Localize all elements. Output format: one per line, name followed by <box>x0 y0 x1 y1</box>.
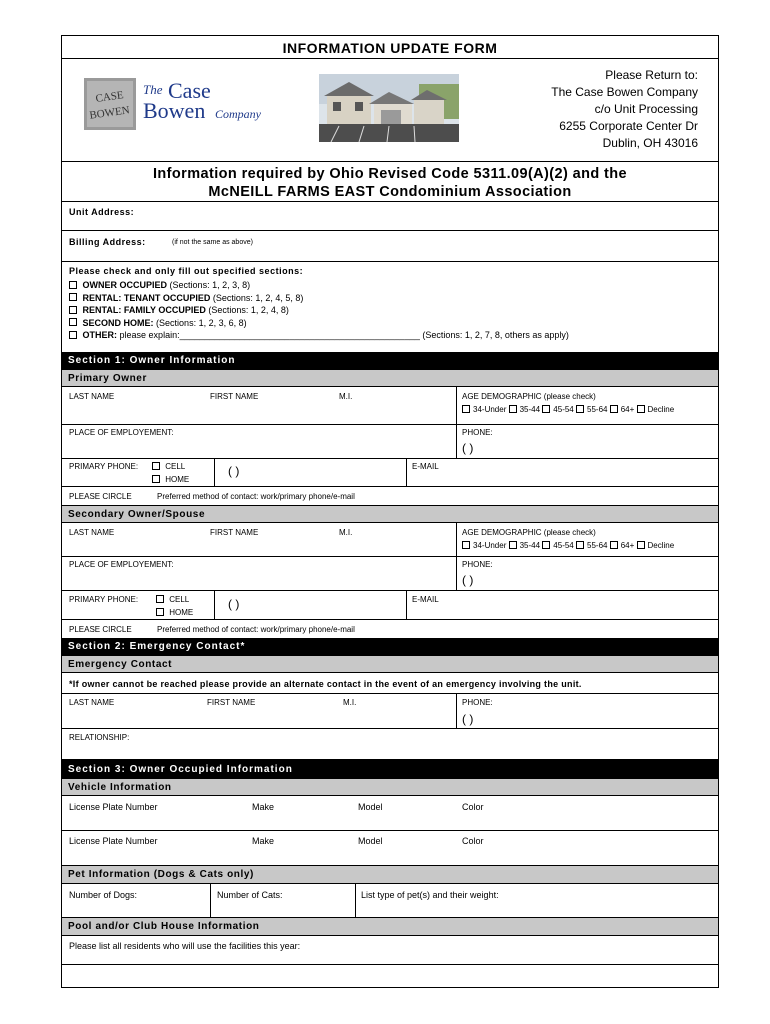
preferred-contact: Preferred method of contact: work/primary phone/e-mail <box>157 492 355 501</box>
emergency-contact-header: Emergency Contact <box>62 655 718 673</box>
age-demographic-label: AGE DEMOGRAPHIC (please check) <box>462 528 596 537</box>
model-label: Model <box>358 802 383 812</box>
cell-option[interactable]: CELL <box>152 462 185 471</box>
home-option[interactable]: HOME <box>152 475 189 484</box>
phone-field[interactable]: ( ) <box>462 712 474 726</box>
checkbox-icon[interactable] <box>576 541 584 549</box>
checkbox-icon[interactable] <box>156 608 164 616</box>
checkbox-icon[interactable] <box>69 331 77 339</box>
email-label: E-MAIL <box>412 595 439 604</box>
divider <box>62 693 718 694</box>
occupancy-options <box>69 279 569 342</box>
company-the: The <box>143 82 163 97</box>
company-bowen: Bowen <box>143 98 206 123</box>
divider <box>456 556 457 590</box>
color-label: Color <box>462 836 484 846</box>
divider <box>62 201 718 202</box>
checkbox-icon[interactable] <box>152 475 160 483</box>
first-name-label: FIRST NAME <box>210 392 259 401</box>
phone-label: PHONE: <box>462 560 493 569</box>
please-circle-label: PLEASE CIRCLE <box>69 625 132 634</box>
last-name-label: LAST NAME <box>69 528 115 537</box>
last-name-label: LAST NAME <box>69 392 115 401</box>
mi-label: M.I. <box>343 698 357 707</box>
divider <box>62 964 718 965</box>
divider <box>214 458 215 486</box>
age-options: 34-Under 35-44 45-54 55-64 64+ Decline <box>462 541 674 550</box>
association-heading: McNEILL FARMS EAST Condominium Association <box>208 184 572 200</box>
divider <box>456 523 457 556</box>
checkbox-icon[interactable] <box>576 405 584 413</box>
checkbox-icon[interactable] <box>69 306 77 314</box>
billing-note: (if not the same as above) <box>172 239 253 246</box>
cats-label: Number of Cats: <box>217 890 283 900</box>
phone-field[interactable]: ( ) <box>462 573 474 587</box>
return-address <box>551 67 698 152</box>
section1-header: Section 1: Owner Information <box>62 352 718 369</box>
svg-text:CASE: CASE <box>94 89 125 105</box>
divider <box>62 830 718 831</box>
checkbox-icon[interactable] <box>509 405 517 413</box>
return-line: The Case Bowen Company <box>551 85 698 99</box>
mi-label: M.I. <box>339 392 353 401</box>
checkbox-icon[interactable] <box>69 318 77 326</box>
checkbox-icon[interactable] <box>462 405 470 413</box>
option-rental-family[interactable]: RENTAL: FAMILY OCCUPIED (Sections: 1, 2, 4, 8) <box>69 304 569 317</box>
color-label: Color <box>462 802 484 812</box>
divider <box>214 590 215 619</box>
company-logo <box>84 78 284 130</box>
plate-label: License Plate Number <box>69 836 158 846</box>
option-second-home[interactable]: SECOND HOME: (Sections: 1, 2, 3, 6, 8) <box>69 317 569 330</box>
primary-phone-field[interactable]: ( ) <box>228 597 240 611</box>
divider <box>456 424 457 458</box>
checkbox-icon[interactable] <box>542 541 550 549</box>
first-name-label: FIRST NAME <box>210 528 259 537</box>
first-name-label: FIRST NAME <box>207 698 256 707</box>
return-line: Dublin, OH 43016 <box>602 136 698 150</box>
relationship-label: RELATIONSHIP: <box>69 733 130 742</box>
divider <box>62 728 718 729</box>
checkbox-icon[interactable] <box>152 462 160 470</box>
return-line: Please Return to: <box>605 68 698 82</box>
pet-header: Pet Information (Dogs & Cats only) <box>62 865 718 884</box>
svg-text:BOWEN: BOWEN <box>88 104 131 122</box>
pool-header: Pool and/or Club House Information <box>62 917 718 936</box>
phone-label: PHONE: <box>462 428 493 437</box>
age-options: 34-Under 35-44 45-54 55-64 64+ Decline <box>462 405 674 414</box>
form-title: INFORMATION UPDATE FORM <box>282 40 498 56</box>
divider <box>62 424 718 425</box>
divider <box>62 161 718 162</box>
checkbox-icon[interactable] <box>610 541 618 549</box>
cell-option[interactable]: CELL <box>156 595 189 604</box>
make-label: Make <box>252 836 275 846</box>
please-circle-label: PLEASE CIRCLE <box>69 492 132 501</box>
checkbox-icon[interactable] <box>462 541 470 549</box>
mi-label: M.I. <box>339 528 353 537</box>
option-owner-occupied[interactable]: OWNER OCCUPIED (Sections: 1, 2, 3, 8) <box>69 279 569 292</box>
primary-phone-label: PRIMARY PHONE: <box>69 595 139 604</box>
home-option[interactable]: HOME <box>156 608 193 617</box>
divider <box>62 556 718 557</box>
divider <box>406 590 407 619</box>
billing-address-label: Billing Address: <box>69 237 146 247</box>
divider <box>406 458 407 486</box>
information-update-form <box>61 35 719 988</box>
checkbox-icon[interactable] <box>637 541 645 549</box>
primary-owner-header: Primary Owner <box>62 369 718 387</box>
primary-phone-field[interactable]: ( ) <box>228 464 240 478</box>
divider <box>62 58 718 59</box>
divider <box>62 590 718 591</box>
divider <box>355 884 356 917</box>
divider <box>456 693 457 728</box>
preferred-contact: Preferred method of contact: work/primary phone/e-mail <box>157 625 355 634</box>
pool-note: Please list all residents who will use the facilities this year: <box>69 941 301 951</box>
case-bowen-stamp-icon <box>84 78 136 130</box>
phone-label: PHONE: <box>462 698 493 707</box>
company-suffix: Company <box>215 107 261 121</box>
email-label: E-MAIL <box>412 462 439 471</box>
phone-field[interactable]: ( ) <box>462 441 474 455</box>
condominium-photo-icon <box>319 74 459 142</box>
unit-address-label: Unit Address: <box>69 207 135 217</box>
model-label: Model <box>358 836 383 846</box>
checkbox-icon[interactable] <box>610 405 618 413</box>
divider <box>210 884 211 917</box>
checkbox-icon[interactable] <box>69 281 77 289</box>
checkbox-icon[interactable] <box>637 405 645 413</box>
section2-header: Section 2: Emergency Contact* <box>62 638 718 655</box>
age-demographic-label: AGE DEMOGRAPHIC (please check) <box>462 392 596 401</box>
divider <box>456 387 457 424</box>
section3-header: Section 3: Owner Occupied Information <box>62 760 718 778</box>
ohio-code-heading: Information required by Ohio Revised Code 5311.09(A)(2) and the <box>153 166 627 182</box>
last-name-label: LAST NAME <box>69 698 115 707</box>
checkbox-icon[interactable] <box>69 293 77 301</box>
employment-label: PLACE OF EMPLOYEMENT: <box>69 428 174 437</box>
checkbox-icon[interactable] <box>156 595 164 603</box>
sections-prompt: Please check and only fill out specified sections: <box>69 266 304 276</box>
option-other[interactable]: OTHER: please explain:________________________________________________ (Sections: 1, 2, 7, 8, others as apply) <box>69 329 569 342</box>
employment-label: PLACE OF EMPLOYEMENT: <box>69 560 174 569</box>
dogs-label: Number of Dogs: <box>69 890 138 900</box>
make-label: Make <box>252 802 275 812</box>
secondary-owner-header: Secondary Owner/Spouse <box>62 505 718 523</box>
company-case: Case <box>168 78 211 103</box>
checkbox-icon[interactable] <box>509 541 517 549</box>
divider <box>62 486 718 487</box>
option-rental-tenant[interactable]: RENTAL: TENANT OCCUPIED (Sections: 1, 2, 4, 5, 8) <box>69 292 569 305</box>
divider <box>62 458 718 459</box>
plate-label: License Plate Number <box>69 802 158 812</box>
divider <box>62 230 718 231</box>
primary-phone-label: PRIMARY PHONE: <box>69 462 139 471</box>
pet-list-label: List type of pet(s) and their weight: <box>361 890 499 900</box>
divider <box>62 619 718 620</box>
return-line: 6255 Corporate Center Dr <box>559 119 698 133</box>
return-line: c/o Unit Processing <box>594 102 698 116</box>
divider <box>62 261 718 262</box>
emergency-note: *If owner cannot be reached please provide an alternate contact in the event of an emergency involving the unit. <box>69 679 582 689</box>
checkbox-icon[interactable] <box>542 405 550 413</box>
vehicle-header: Vehicle Information <box>62 778 718 796</box>
